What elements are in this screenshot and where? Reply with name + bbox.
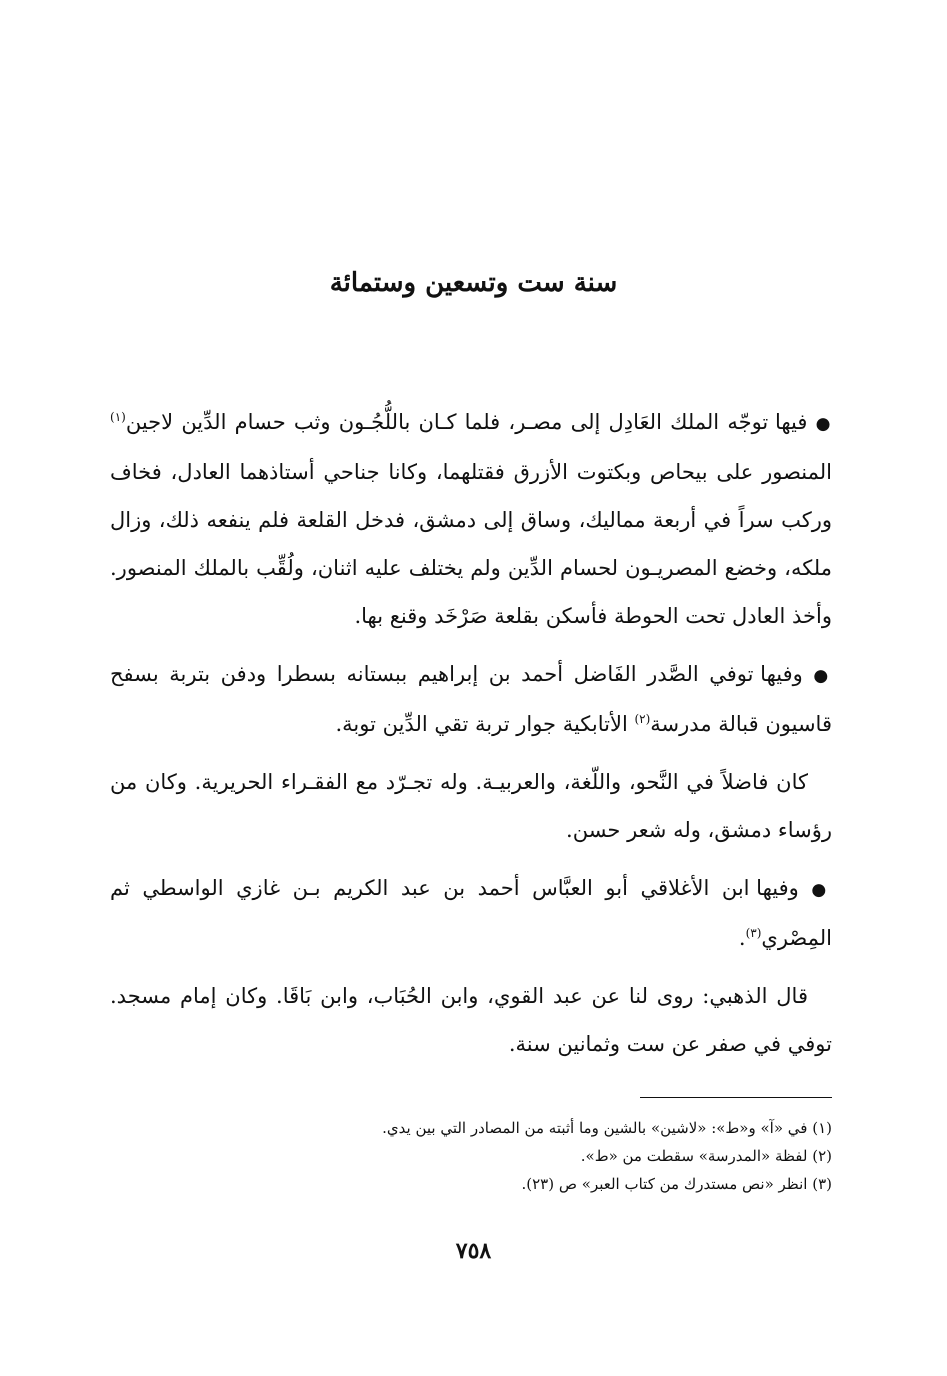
paragraph-5: [110, 972, 832, 1068]
paragraph-text: وفيها ابن الأغلاقي أبو العبَّاس أحمد بن عبد الكريم بـن غازي الواسطي ثم المِصْري: [110, 876, 832, 950]
footnotes: [110, 1114, 832, 1198]
paragraph-2: [110, 650, 832, 748]
footnote-3: (٣) انظر «نص مستدرك من كتاب العبر» ص (٢٣).: [521, 1175, 832, 1193]
paragraph-4: [110, 864, 832, 962]
footnote-2: (٢) لفظة «المدرسة» سقطت من «ط».: [580, 1147, 832, 1165]
chapter-title: سنة ست وتسعين وستمائة: [329, 268, 618, 298]
bullet-icon: ●: [811, 880, 832, 900]
footnote-ref: (٣): [745, 926, 762, 940]
footnote-ref: (٢): [634, 712, 651, 726]
footnote-divider: [640, 1097, 832, 1098]
paragraph-text: كان فاضلاً في النَّحو، واللّغة، والعربيـة. وله تجـرّد مع الفقـراء الحريرية. وكان من رؤساء دمشق، وله شعر حسن.: [110, 770, 832, 842]
paragraph-text: وفيها توفي الصَّدر الفَاضل أحمد بن إبراهيم ببستانه بسطرا ودفن بتربة بسفح قاسيون قبالة مدرسة: [110, 662, 832, 736]
footnote-1: (١) في «آ» و«ط»: «لاشين» بالشين وما أثبته من المصادر التي بين يدي.: [382, 1119, 832, 1137]
page-number: ٧٥٨: [455, 1238, 492, 1264]
footnote-ref: (١): [110, 410, 126, 424]
bullet-icon: ●: [815, 414, 832, 434]
paragraph-text: فيها توجّه الملك العَادِل إلى مصـر، فلما كـان باللُّجُـون وثب حسام الدِّين لاجين: [125, 410, 808, 434]
paragraph-text: قال الذهبي: روى لنا عن عبد القوي، وابن الحُبَاب، وابن بَاقَا. وكان إمام مسجد. توفي في صفر عن ست وثمانين سنة.: [110, 984, 832, 1056]
bullet-icon: ●: [813, 666, 832, 686]
paragraph-text: .: [738, 926, 746, 950]
paragraph-text: الأتابكية جوار تربة تقي الدِّين توبة.: [335, 712, 635, 736]
body-text: [110, 398, 832, 1078]
paragraph-text: المنصور على بيحاص وبكتوت الأزرق فقتلهما، وكانا جناحي أستاذهما العادل، فخاف وركب سراً في أربعة مماليك، وساق إلى دمشق، فدخل القلعة فلم ينفعه ذلك، وزال ملكه، وخضع المصريـون لحسام الدِّين ولم يختلف عليه اثنان، ولُقِّب بالملك المنصور. وأخذ العادل تحت الحوطة فأسكن بقلعة صَرْخَد وقنع بها.: [110, 460, 832, 628]
paragraph-1: [110, 398, 832, 640]
paragraph-3: [110, 758, 832, 854]
